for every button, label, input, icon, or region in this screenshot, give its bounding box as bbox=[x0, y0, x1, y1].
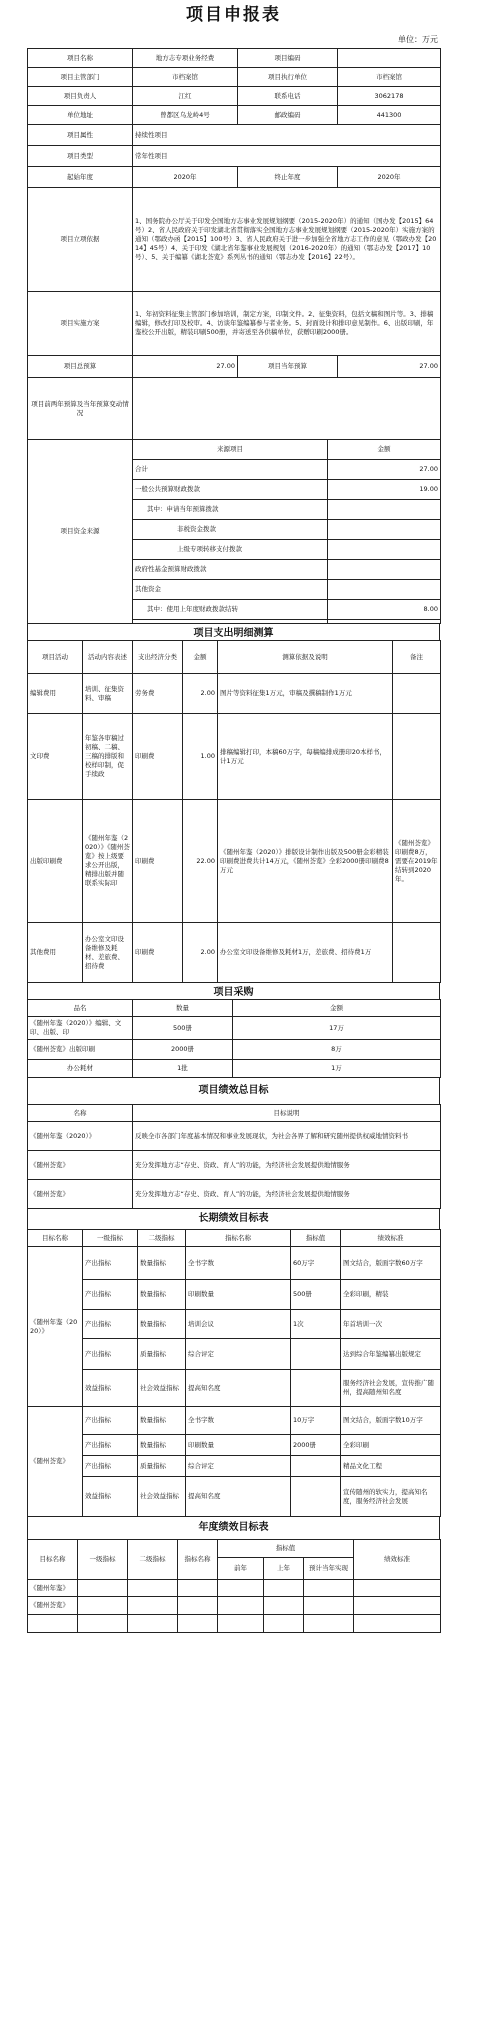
annual-cell[interactable] bbox=[218, 1597, 264, 1615]
annual-cell[interactable] bbox=[354, 1615, 441, 1633]
funds-head-amount: 金额 bbox=[328, 440, 441, 460]
start-value[interactable]: 2020年 bbox=[133, 167, 238, 188]
longterm-l2: 社会效益指标 bbox=[138, 1477, 186, 1517]
form-title: 项目申报表 bbox=[186, 5, 281, 25]
longterm-indicator[interactable]: 培训会议 bbox=[186, 1310, 291, 1339]
expense-basis[interactable]: 排稿编辑打印，本稿60万字，每稿编排成册印20本样书，计1万元 bbox=[218, 714, 393, 800]
expense-class[interactable]: 劳务费 bbox=[133, 674, 183, 714]
annual-header: 预计当年实现 bbox=[304, 1558, 354, 1580]
prev-label: 项目前两年预算及当年预算变动情况 bbox=[28, 378, 133, 440]
project-name-label: 项目名称 bbox=[28, 49, 133, 68]
goals-header: 名称 bbox=[28, 1105, 133, 1122]
annual-cell[interactable] bbox=[78, 1597, 128, 1615]
basis-label: 项目立项依据 bbox=[28, 188, 133, 292]
dept-label: 项目主管部门 bbox=[28, 68, 133, 87]
expense-activity: 文印费 bbox=[28, 714, 83, 800]
expense-amount[interactable]: 22.00 bbox=[183, 800, 218, 923]
longterm-l2: 数量指标 bbox=[138, 1280, 186, 1310]
fund-row-amount[interactable] bbox=[328, 540, 441, 560]
longterm-indicator[interactable]: 印刷数量 bbox=[186, 1435, 291, 1456]
longterm-value[interactable] bbox=[291, 1370, 341, 1407]
annual-cell[interactable] bbox=[128, 1597, 178, 1615]
project-name-value[interactable]: 地方志专项业务经费 bbox=[133, 49, 238, 68]
annual-header: 指标名称 bbox=[178, 1540, 218, 1580]
longterm-section-title: 长期绩效目标表 bbox=[27, 1209, 440, 1229]
expense-basis[interactable]: 《随州年鉴（2020）》排版设计制作出版及500册金彩精装印刷费进费共计14万元，《随州荟览》全彩2000册印刷费8万元 bbox=[218, 800, 393, 923]
expense-amount[interactable]: 2.00 bbox=[183, 923, 218, 983]
purchase-name[interactable]: 《随州荟览》出版印刷 bbox=[28, 1040, 133, 1060]
fund-row-name: 其中：申请当年预算拨款 bbox=[133, 500, 328, 520]
annual-cell[interactable] bbox=[128, 1580, 178, 1597]
longterm-l2: 数量指标 bbox=[138, 1435, 186, 1456]
longterm-indicator[interactable]: 提高知名度 bbox=[186, 1370, 291, 1407]
longterm-standard[interactable]: 服务经济社会发展，宣传推广随州，提高随州知名度 bbox=[341, 1370, 441, 1407]
expense-amount[interactable]: 2.00 bbox=[183, 674, 218, 714]
start-label: 起始年度 bbox=[28, 167, 133, 188]
expense-header: 备注 bbox=[393, 641, 441, 674]
prev-value[interactable] bbox=[133, 378, 441, 440]
annual-header: 指标值 bbox=[218, 1540, 354, 1558]
longterm-standard[interactable]: 全彩印刷 bbox=[341, 1435, 441, 1456]
annual-cell[interactable] bbox=[178, 1580, 218, 1597]
goal-desc[interactable]: 反映全市各部门年度基本情况和事业发展现状，为社会各界了解和研究随州提供权威地情资料书 bbox=[133, 1122, 441, 1151]
fund-spacer bbox=[133, 620, 328, 624]
annual-cell[interactable] bbox=[304, 1597, 354, 1615]
annual-cell[interactable] bbox=[218, 1615, 264, 1633]
longterm-indicator[interactable]: 印刷数量 bbox=[186, 1280, 291, 1310]
project-form bbox=[27, 0, 440, 1633]
expense-class[interactable]: 印刷费 bbox=[133, 800, 183, 923]
longterm-header: 指标名称 bbox=[186, 1230, 291, 1247]
annual-header: 绩效标准 bbox=[354, 1540, 441, 1580]
annual-cell[interactable] bbox=[178, 1597, 218, 1615]
funds-head-source: 来源项目 bbox=[133, 440, 328, 460]
funds-label: 项目资金来源 bbox=[28, 440, 133, 624]
longterm-value[interactable] bbox=[291, 1477, 341, 1517]
total-value[interactable]: 27.00 bbox=[133, 356, 238, 378]
annual-header: 上年 bbox=[264, 1558, 304, 1580]
purchase-section-title: 项目采购 bbox=[27, 983, 440, 999]
purchase-amount[interactable]: 1万 bbox=[233, 1060, 441, 1078]
annual-name: 《随州年鉴》 bbox=[28, 1580, 78, 1597]
annual-table bbox=[27, 1539, 441, 1633]
expense-class[interactable]: 印刷费 bbox=[133, 923, 183, 983]
longterm-group-name: 《随州荟览》 bbox=[28, 1407, 83, 1517]
longterm-header: 一级指标 bbox=[83, 1230, 138, 1247]
purchase-amount[interactable]: 17万 bbox=[233, 1017, 441, 1040]
annual-header: 一级指标 bbox=[78, 1540, 128, 1580]
current-label: 项目当年预算 bbox=[238, 356, 338, 378]
annual-name: 《随州荟览》 bbox=[28, 1597, 78, 1615]
expense-table bbox=[27, 640, 441, 983]
longterm-value[interactable]: 10万字 bbox=[291, 1407, 341, 1435]
purchase-qty[interactable]: 500册 bbox=[133, 1017, 233, 1040]
project-code-label: 项目编码 bbox=[238, 49, 338, 68]
phone-label: 联系电话 bbox=[238, 87, 338, 106]
longterm-group-name: 《随州年鉴（2020）》 bbox=[28, 1247, 83, 1407]
purchase-name[interactable]: 《随州年鉴（2020）》编辑、文印、出版、印 bbox=[28, 1017, 133, 1040]
leader-value[interactable]: 江红 bbox=[133, 87, 238, 106]
expense-header: 测算依据及说明 bbox=[218, 641, 393, 674]
end-label: 终止年度 bbox=[238, 167, 338, 188]
goal-name: 《随州荟览》 bbox=[28, 1151, 133, 1180]
expense-header: 支出经济分类 bbox=[133, 641, 183, 674]
annual-header: 二级指标 bbox=[128, 1540, 178, 1580]
longterm-value[interactable]: 500册 bbox=[291, 1280, 341, 1310]
longterm-value[interactable] bbox=[291, 1339, 341, 1370]
longterm-header: 指标值 bbox=[291, 1230, 341, 1247]
fund-row-name: 非税资金拨款 bbox=[133, 520, 328, 540]
end-value[interactable]: 2020年 bbox=[338, 167, 441, 188]
goals-header: 目标说明 bbox=[133, 1105, 441, 1122]
fund-row-name: 合计 bbox=[133, 460, 328, 480]
expense-section-title: 项目支出明细测算 bbox=[27, 624, 440, 640]
longterm-indicator[interactable]: 综合评定 bbox=[186, 1456, 291, 1477]
goal-desc[interactable]: 充分发挥地方志“存史、资政、育人”的功能，为经济社会发展提供地情服务 bbox=[133, 1180, 441, 1209]
project-code-value[interactable] bbox=[338, 49, 441, 68]
expense-basis[interactable]: 图片等资料征集1万元，审稿及撰稿制作1万元 bbox=[218, 674, 393, 714]
annual-cell[interactable] bbox=[354, 1580, 441, 1597]
purchase-header: 品名 bbox=[28, 1000, 133, 1017]
expense-activity: 出版印刷费 bbox=[28, 800, 83, 923]
type-label: 项目类型 bbox=[28, 146, 133, 167]
fund-row-name: 其他资金 bbox=[133, 580, 328, 600]
annual-cell[interactable] bbox=[354, 1597, 441, 1615]
plan-label: 项目实施方案 bbox=[28, 292, 133, 356]
goal-name: 《随州荟览》 bbox=[28, 1180, 133, 1209]
annual-section-title: 年度绩效目标表 bbox=[27, 1517, 440, 1539]
longterm-standard[interactable]: 精品文化工程 bbox=[341, 1456, 441, 1477]
expense-note[interactable] bbox=[393, 674, 441, 714]
expense-amount[interactable]: 1.00 bbox=[183, 714, 218, 800]
annual-cell[interactable] bbox=[178, 1615, 218, 1633]
longterm-l2: 质量指标 bbox=[138, 1456, 186, 1477]
fund-row-amount[interactable]: 27.00 bbox=[328, 460, 441, 480]
longterm-indicator[interactable]: 综合评定 bbox=[186, 1339, 291, 1370]
annual-cell[interactable] bbox=[304, 1580, 354, 1597]
dept-value[interactable]: 市档案馆 bbox=[133, 68, 238, 87]
fund-row-name: 其中：使用上年度财政拨款结转 bbox=[133, 600, 328, 620]
annual-cell[interactable] bbox=[304, 1615, 354, 1633]
longterm-standard[interactable]: 宣传随州的软实力，提高知名度，服务经济社会发展 bbox=[341, 1477, 441, 1517]
longterm-l1: 产出指标 bbox=[83, 1247, 138, 1280]
longterm-l1: 产出指标 bbox=[83, 1310, 138, 1339]
annual-cell[interactable] bbox=[264, 1615, 304, 1633]
longterm-standard[interactable]: 达到综合年鉴编纂出版规定 bbox=[341, 1339, 441, 1370]
longterm-header: 目标名称 bbox=[28, 1230, 83, 1247]
purchase-table bbox=[27, 999, 441, 1078]
expense-note[interactable]: 《随州荟览》印刷费8万，需要在2019年结转到2020年。 bbox=[393, 800, 441, 923]
addr-label: 单位地址 bbox=[28, 106, 133, 125]
fund-spacer bbox=[328, 620, 441, 624]
goals-table bbox=[27, 1104, 441, 1209]
expense-content[interactable]: 年鉴各审稿过初稿、二稿、三稿的排版和校样印制，促手续政 bbox=[83, 714, 133, 800]
fund-row-amount[interactable] bbox=[328, 580, 441, 600]
longterm-table bbox=[27, 1229, 441, 1517]
expense-content[interactable]: 办公室文印设备维修及耗材、差旅费、招待费 bbox=[83, 923, 133, 983]
longterm-standard[interactable]: 图文结合，版面字数60万字 bbox=[341, 1247, 441, 1280]
attr-label: 项目属性 bbox=[28, 125, 133, 146]
expense-header: 项目活动 bbox=[28, 641, 83, 674]
longterm-value[interactable]: 2000册 bbox=[291, 1435, 341, 1456]
annual-cell[interactable] bbox=[264, 1580, 304, 1597]
longterm-indicator[interactable]: 提高知名度 bbox=[186, 1477, 291, 1517]
annual-header: 前年 bbox=[218, 1558, 264, 1580]
plan-value[interactable]: 1、年初资料征集主管部门参加培训，制定方案，印制文件。2、征集资料，包括文稿和图片等。3、排稿编辑，修改打印及校审。4、访谈年鉴编纂参与者业务。5、封面设计和排印意见制作。6、出版印刷，年鉴校公开出版，精装印刷500册，并寄送至各供稿单位，获赠印刷2000册。 bbox=[133, 292, 441, 356]
fund-row-amount[interactable]: 8.00 bbox=[328, 600, 441, 620]
longterm-indicator[interactable]: 全书字数 bbox=[186, 1407, 291, 1435]
longterm-value[interactable] bbox=[291, 1456, 341, 1477]
goals-section-title: 项目绩效总目标 bbox=[27, 1078, 440, 1104]
unit-label: 单位：万元 bbox=[398, 35, 438, 44]
longterm-l2: 数量指标 bbox=[138, 1310, 186, 1339]
longterm-header: 绩效标准 bbox=[341, 1230, 441, 1247]
longterm-value[interactable]: 60万字 bbox=[291, 1247, 341, 1280]
longterm-l1: 产出指标 bbox=[83, 1435, 138, 1456]
purchase-header: 金额 bbox=[233, 1000, 441, 1017]
fund-row-amount[interactable] bbox=[328, 520, 441, 540]
longterm-l1: 产出指标 bbox=[83, 1456, 138, 1477]
phone-value[interactable]: 3062178 bbox=[338, 87, 441, 106]
purchase-qty[interactable]: 2000册 bbox=[133, 1040, 233, 1060]
exec-label: 项目执行单位 bbox=[238, 68, 338, 87]
expense-header: 活动内容表述 bbox=[83, 641, 133, 674]
expense-note[interactable] bbox=[393, 714, 441, 800]
fund-row-amount[interactable] bbox=[328, 500, 441, 520]
longterm-l2: 数量指标 bbox=[138, 1247, 186, 1280]
expense-content[interactable]: 《随州年鉴（2020）》《随州荟览》按上级要求公开出版，精排出版并随联系实际印 bbox=[83, 800, 133, 923]
expense-activity: 编辑费用 bbox=[28, 674, 83, 714]
longterm-l1: 产出指标 bbox=[83, 1280, 138, 1310]
fund-row-name: 上级专项转移支付拨款 bbox=[133, 540, 328, 560]
fund-row-name: 一般公共预算财政拨款 bbox=[133, 480, 328, 500]
basic-info-table bbox=[27, 48, 441, 440]
annual-cell[interactable] bbox=[264, 1597, 304, 1615]
longterm-indicator[interactable]: 全书字数 bbox=[186, 1247, 291, 1280]
zip-label: 邮政编码 bbox=[238, 106, 338, 125]
funds-table bbox=[27, 439, 441, 624]
expense-note[interactable] bbox=[393, 923, 441, 983]
longterm-l1: 效益指标 bbox=[83, 1370, 138, 1407]
leader-label: 项目负责人 bbox=[28, 87, 133, 106]
annual-cell[interactable] bbox=[128, 1615, 178, 1633]
fund-row-amount[interactable] bbox=[328, 560, 441, 580]
longterm-l1: 产出指标 bbox=[83, 1339, 138, 1370]
expense-basis[interactable]: 办公室文印设备维修及耗材1万，差旅费、招待费1万 bbox=[218, 923, 393, 983]
basis-value[interactable]: 1、国务院办公厅关于印发全国地方志事业发展规划纲要（2015-2020年）的通知（国办发【2015】64号）2、省人民政府关于印发湖北省贯彻落实全国地方志事业发展规划纲要（2015-2020年）实施方案的通知（鄂政办函【2015】100号）3、省人民政府关于进一步加强全省地方志工作的意见（鄂政办发【2014】45号）4、关于印发《湖北省年鉴事业发展规划（2016-2020年）的通知（鄂志办发【2017】10号）、5、关于编纂《湖北荟览》系列丛书的通知（鄂志办发【2016】22号）。 bbox=[133, 188, 441, 292]
zip-value[interactable]: 441300 bbox=[338, 106, 441, 125]
expense-class[interactable]: 印刷费 bbox=[133, 714, 183, 800]
longterm-l2: 社会效益指标 bbox=[138, 1370, 186, 1407]
annual-cell[interactable] bbox=[78, 1615, 128, 1633]
current-value[interactable]: 27.00 bbox=[338, 356, 441, 378]
annual-cell[interactable] bbox=[218, 1580, 264, 1597]
fund-row-amount[interactable]: 19.00 bbox=[328, 480, 441, 500]
expense-activity: 其他费用 bbox=[28, 923, 83, 983]
longterm-l1: 效益指标 bbox=[83, 1477, 138, 1517]
annual-cell[interactable] bbox=[78, 1580, 128, 1597]
fund-row-name: 政府性基金预算财政拨款 bbox=[133, 560, 328, 580]
purchase-header: 数量 bbox=[133, 1000, 233, 1017]
type-value[interactable]: 常年性项目 bbox=[133, 146, 441, 167]
total-label: 项目总预算 bbox=[28, 356, 133, 378]
purchase-amount[interactable]: 8万 bbox=[233, 1040, 441, 1060]
annual-name bbox=[28, 1615, 78, 1633]
annual-header: 目标名称 bbox=[28, 1540, 78, 1580]
goal-desc[interactable]: 充分发挥地方志“存史、资政、育人”的功能，为经济社会发展提供地情服务 bbox=[133, 1151, 441, 1180]
longterm-header: 二级指标 bbox=[138, 1230, 186, 1247]
longterm-standard[interactable]: 年首培训一次 bbox=[341, 1310, 441, 1339]
attr-value[interactable]: 持续性项目 bbox=[133, 125, 441, 146]
expense-content[interactable]: 培训、征集资料、审稿 bbox=[83, 674, 133, 714]
expense-header: 金额 bbox=[183, 641, 218, 674]
purchase-qty[interactable]: 1批 bbox=[133, 1060, 233, 1078]
longterm-l2: 质量指标 bbox=[138, 1339, 186, 1370]
exec-value[interactable]: 市档案馆 bbox=[338, 68, 441, 87]
longterm-l2: 数量指标 bbox=[138, 1407, 186, 1435]
purchase-name[interactable]: 办公耗材 bbox=[28, 1060, 133, 1078]
longterm-value[interactable]: 1次 bbox=[291, 1310, 341, 1339]
longterm-standard[interactable]: 全彩印刷，精装 bbox=[341, 1280, 441, 1310]
goal-name: 《随州年鉴（2020）》 bbox=[28, 1122, 133, 1151]
longterm-l1: 产出指标 bbox=[83, 1407, 138, 1435]
addr-value[interactable]: 曾都区乌龙岭4号 bbox=[133, 106, 238, 125]
longterm-standard[interactable]: 图文结合，版面字数10万字 bbox=[341, 1407, 441, 1435]
